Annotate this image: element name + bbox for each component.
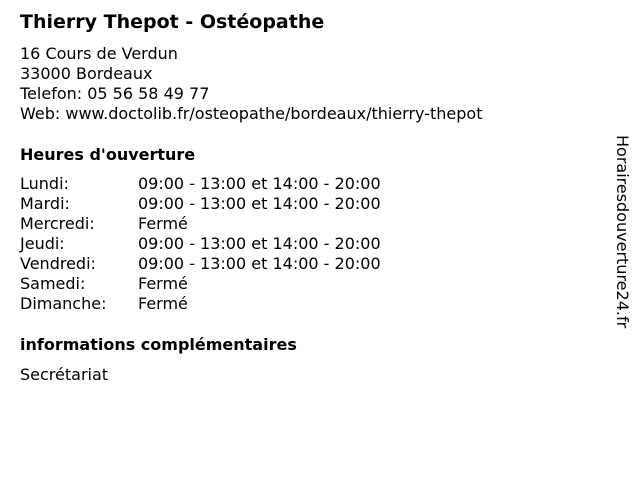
hours-row-jeudi	[20, 234, 381, 254]
hours-table	[20, 174, 381, 314]
hours-time: 09:00 - 13:00 et 14:00 - 20:00	[138, 254, 381, 273]
hours-heading: Heures d'ouverture	[20, 145, 196, 164]
hours-row-mercredi	[20, 214, 381, 234]
hours-row-vendredi	[20, 254, 381, 274]
phone-line: Telefon: 05 56 58 49 77	[20, 84, 210, 103]
hours-time: 09:00 - 13:00 et 14:00 - 20:00	[138, 234, 381, 253]
hours-row-mardi	[20, 194, 381, 214]
info-heading: informations complémentaires	[20, 335, 297, 354]
site-watermark: Horairesdouverture24.fr	[613, 135, 632, 329]
hours-row-dimanche	[20, 294, 381, 314]
address-street: 16 Cours de Verdun	[20, 44, 178, 63]
hours-time: 09:00 - 13:00 et 14:00 - 20:00	[138, 194, 381, 213]
business-title: Thierry Thepot - Ostéopathe	[20, 11, 325, 33]
hours-day-label: Mardi:	[20, 194, 70, 213]
hours-time: 09:00 - 13:00 et 14:00 - 20:00	[138, 174, 381, 193]
website-line: Web: www.doctolib.fr/osteopathe/bordeaux/thierry-thepot	[20, 104, 483, 123]
hours-day-label: Jeudi:	[20, 234, 65, 253]
info-text: Secrétariat	[20, 365, 109, 384]
address-city: 33000 Bordeaux	[20, 64, 153, 83]
hours-row-samedi	[20, 274, 381, 294]
hours-time: Fermé	[138, 294, 188, 313]
hours-row-lundi	[20, 174, 381, 194]
hours-day-label: Lundi:	[20, 174, 69, 193]
hours-day-label: Mercredi:	[20, 214, 95, 233]
hours-time: Fermé	[138, 274, 188, 293]
hours-day-label: Vendredi:	[20, 254, 96, 273]
hours-day-label: Samedi:	[20, 274, 86, 293]
hours-day-label: Dimanche:	[20, 294, 107, 313]
hours-time: Fermé	[138, 214, 188, 233]
business-contact-block	[20, 44, 482, 124]
